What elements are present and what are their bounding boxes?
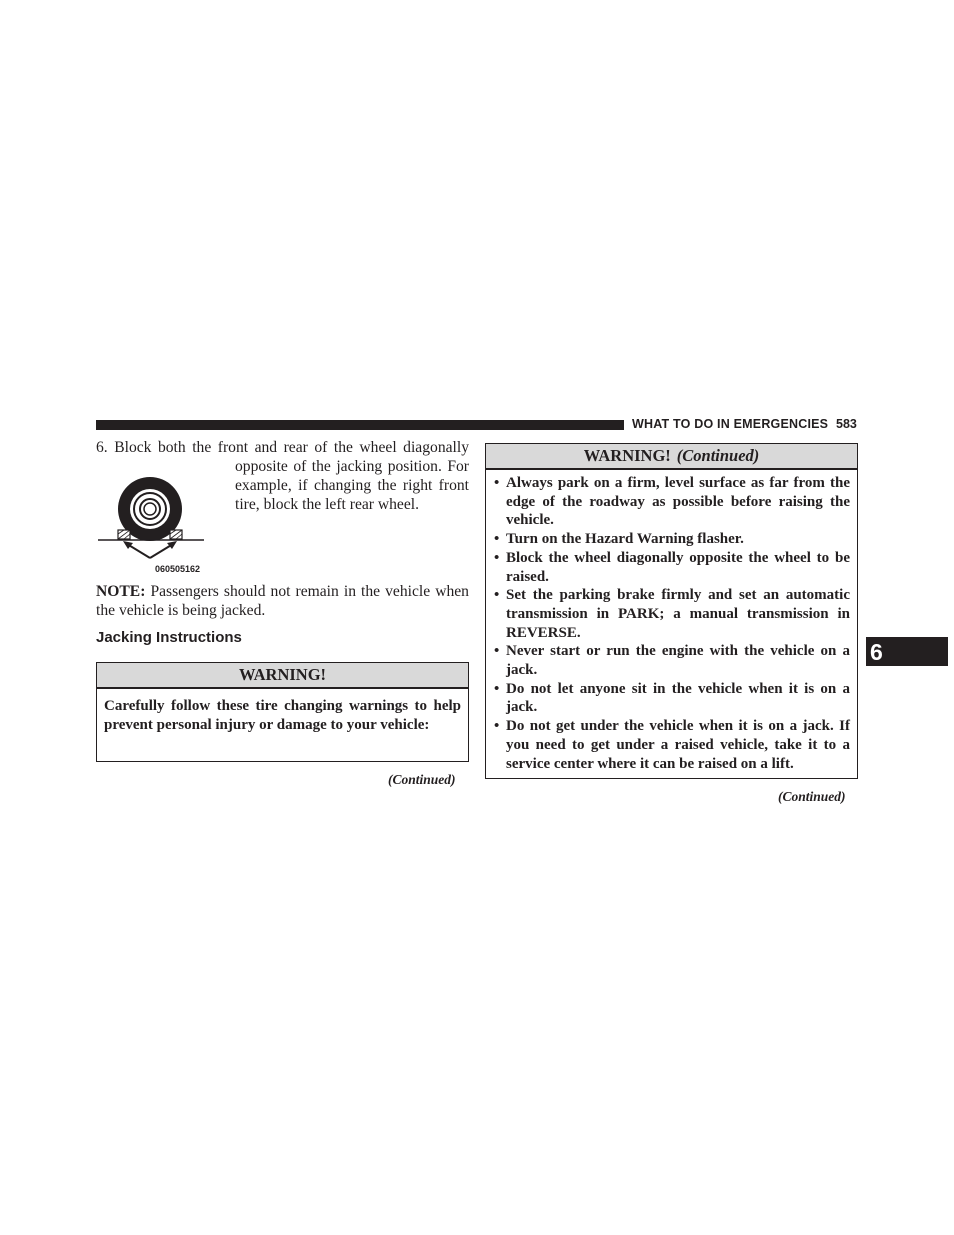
warning-title: WARNING! <box>97 663 468 689</box>
continued-label: (Continued) <box>388 772 456 787</box>
warning-continued-box <box>485 443 858 779</box>
warning-continued-title <box>486 444 857 470</box>
note <box>96 582 469 620</box>
wheel-chock-figure <box>96 472 216 578</box>
page-number: 583 <box>836 417 857 431</box>
step-6-text: opposite of the jacking position. For example, if changing the right front tire, block the left rear wheel. <box>235 458 469 513</box>
warning-text: Carefully follow these tire changing warnings to help prevent personal injury or damage to your vehicle: <box>104 698 461 733</box>
chapter-number: 6 <box>870 639 883 665</box>
list-item: • Never start or run the engine with the vehicle on a jack. <box>493 642 850 679</box>
warning-box <box>96 662 469 762</box>
chapter-tab <box>866 637 948 666</box>
list-item: • Turn on the Hazard Warning flasher. <box>493 530 850 549</box>
warning-list <box>486 470 857 773</box>
note-label: NOTE: <box>96 583 146 600</box>
continued-label: (Continued) <box>778 789 846 804</box>
header-rule <box>96 420 624 430</box>
right-chock-icon <box>170 530 182 539</box>
list-item: • Set the parking brake firmly and set an automatic transmission in PARK; a manual transmission in REVERSE. <box>493 586 850 642</box>
section-title: WHAT TO DO IN EMERGENCIES <box>632 417 829 431</box>
step-6-first-line: 6. Block both the front and rear of the wheel diagonally <box>96 439 469 456</box>
warning-title: WARNING! <box>583 446 671 465</box>
list-item: • Do not let anyone sit in the vehicle when it is on a jack. <box>493 680 850 717</box>
left-chock-icon <box>118 530 130 539</box>
list-item: • Always park on a firm, level surface as far from the edge of the roadway as possible before raising the vehicle. <box>493 474 850 530</box>
list-item: • Block the wheel diagonally opposite the wheel to be raised. <box>493 549 850 586</box>
note-text: Passengers should not remain in the vehicle when the vehicle is being jacked. <box>96 583 469 619</box>
wheel-chock-illustration <box>96 472 216 564</box>
warning-title-suffix: (Continued) <box>676 446 760 465</box>
arrow-icon <box>123 541 177 558</box>
figure-code: 060505162 <box>155 564 201 574</box>
list-item: • Do not get under the vehicle when it is on a jack. If you need to get under a raised vehicle, take it to a service center where it can be raised on a lift. <box>493 717 850 773</box>
section-heading: Jacking Instructions <box>96 629 242 646</box>
